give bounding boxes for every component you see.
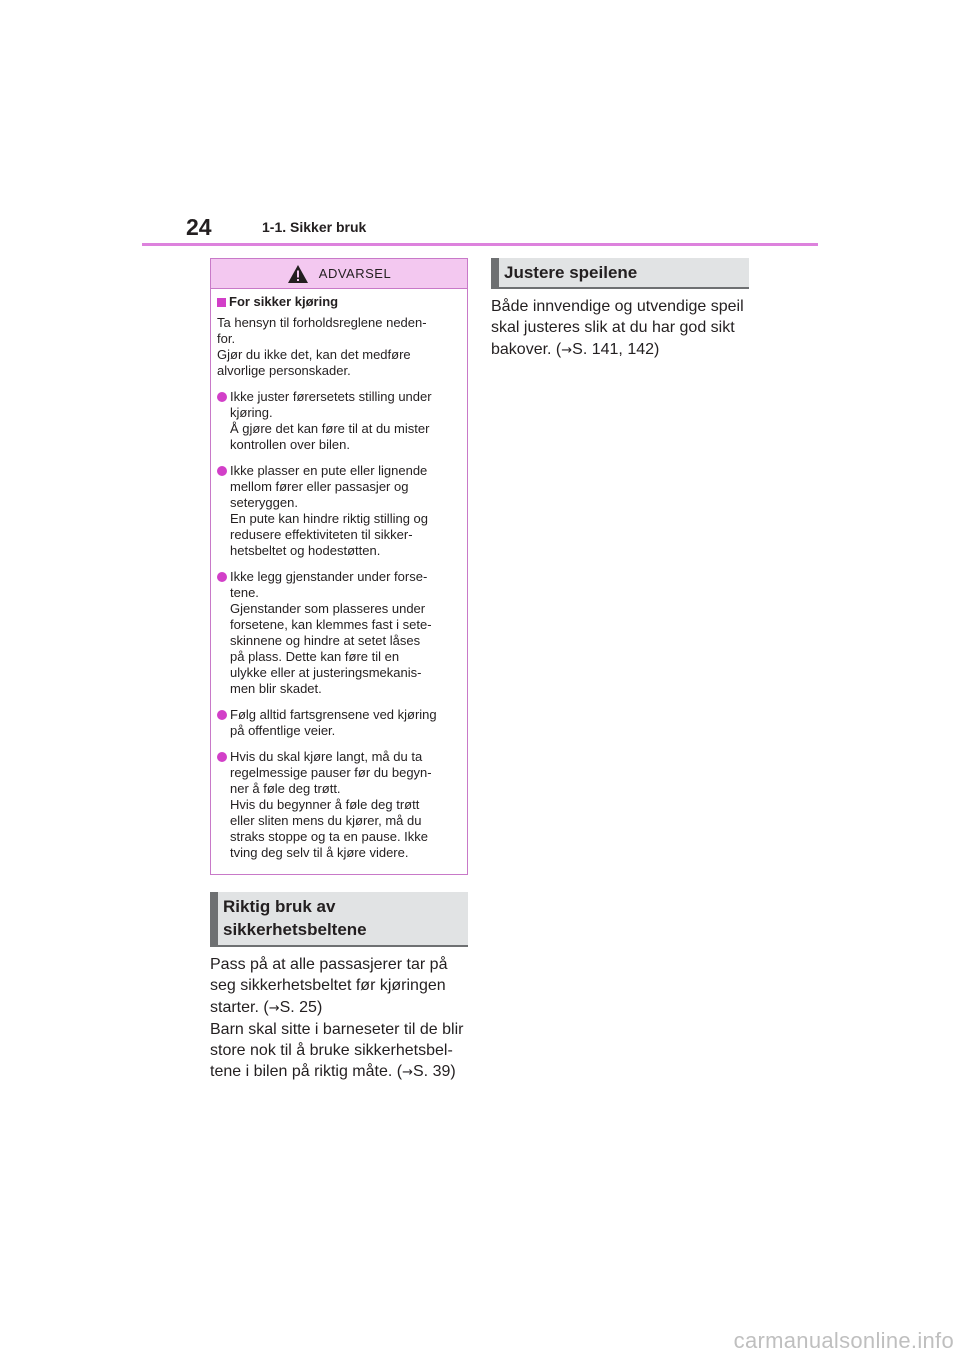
warning-item-text: Ikke plasser en pute eller lignende mellom fører eller passasjer og seteryggen. En pute kan hindre riktig stilling og redusere effektiviteten til sikker- hetsbeltet og hodestøtten. (230, 463, 429, 558)
warning-item-text: Følg alltid fartsgrensene ved kjøring på offentlige veier. (230, 707, 437, 738)
seatbelts-paragraph (210, 1019, 480, 1084)
seatbelts-heading: Riktig bruk av sikkerhetsbeltene (210, 892, 468, 947)
seatbelts-body (210, 954, 480, 1084)
mirrors-heading: Justere speilene (491, 258, 749, 289)
arrow-right-icon: → (402, 1065, 413, 1081)
warning-item (217, 463, 461, 559)
warning-item-text: Ikke juster førersetets stilling under kjøring. Å gjøre det kan føre til at du mister kontrollen over bilen. (230, 389, 432, 452)
header-rule (142, 243, 818, 246)
warning-header (211, 259, 467, 289)
round-bullet-icon (217, 392, 227, 402)
warning-body (211, 289, 467, 861)
warning-item-text: Hvis du skal kjøre langt, må du ta regelmessige pauser før du begyn- ner å føle deg trøtt. Hvis du begynner å føle deg trøtt eller sliten mens du kjører, må du straks stoppe og ta en pause. Ikke tving deg selv til å kjøre videre. (230, 749, 432, 860)
seatbelts-paragraph-text: Pass på at alle passasjerer tar på seg sikkerhetsbeltet før kjøringen starter. ( (210, 956, 448, 1016)
warning-item (217, 389, 461, 453)
mirrors-paragraph (491, 296, 761, 361)
warning-item-text: Ikke legg gjenstander under forse- tene. Gjenstander som plasseres under forsetene, kan klemmes fast i sete- skinnene og hindre at setet låses på plass. Dette kan føre til en ulykke eller at justeringsmekanis- men blir skadet. (230, 569, 432, 696)
warning-subheading-text: For sikker kjøring (229, 294, 339, 309)
page-reference[interactable]: S. 25) (279, 998, 323, 1016)
warning-intro (217, 315, 461, 379)
round-bullet-icon (217, 710, 227, 720)
mirrors-paragraph-text: Både innvendige og utvendige speil skal justeres slik at du har god sikt bakover. ( (491, 298, 744, 358)
warning-item (217, 707, 461, 739)
watermark: carmanualsonline.info (733, 1328, 954, 1353)
seatbelts-paragraph (210, 954, 480, 1019)
warning-intro-text: Ta hensyn til forholdsreglene neden- for. Gjør du ikke det, kan det medføre alvorlige personskader. (217, 315, 427, 378)
page-number: 24 (186, 214, 212, 240)
warning-subheading (217, 294, 461, 310)
arrow-right-icon: → (268, 1000, 280, 1016)
round-bullet-icon (217, 572, 227, 582)
page-reference[interactable]: S. 39) (413, 1063, 456, 1081)
warning-item (217, 749, 461, 861)
round-bullet-icon (217, 752, 227, 762)
warning-title: ADVARSEL (318, 266, 392, 281)
warning-triangle-icon (287, 264, 309, 284)
warning-item (217, 569, 461, 697)
seatbelts-paragraph-text: Barn skal sitte i barneseter til de blir store nok til å bruke sikkerhetsbel- tene i bilen på riktig måte. ( (210, 1020, 464, 1081)
mirrors-body (491, 296, 761, 361)
warning-box (210, 258, 468, 875)
round-bullet-icon (217, 466, 227, 476)
section-title: 1-1. Sikker bruk (262, 219, 367, 235)
square-bullet-icon (217, 298, 226, 307)
arrow-right-icon: → (561, 342, 573, 358)
page-reference[interactable]: S. 141, 142) (572, 340, 660, 358)
